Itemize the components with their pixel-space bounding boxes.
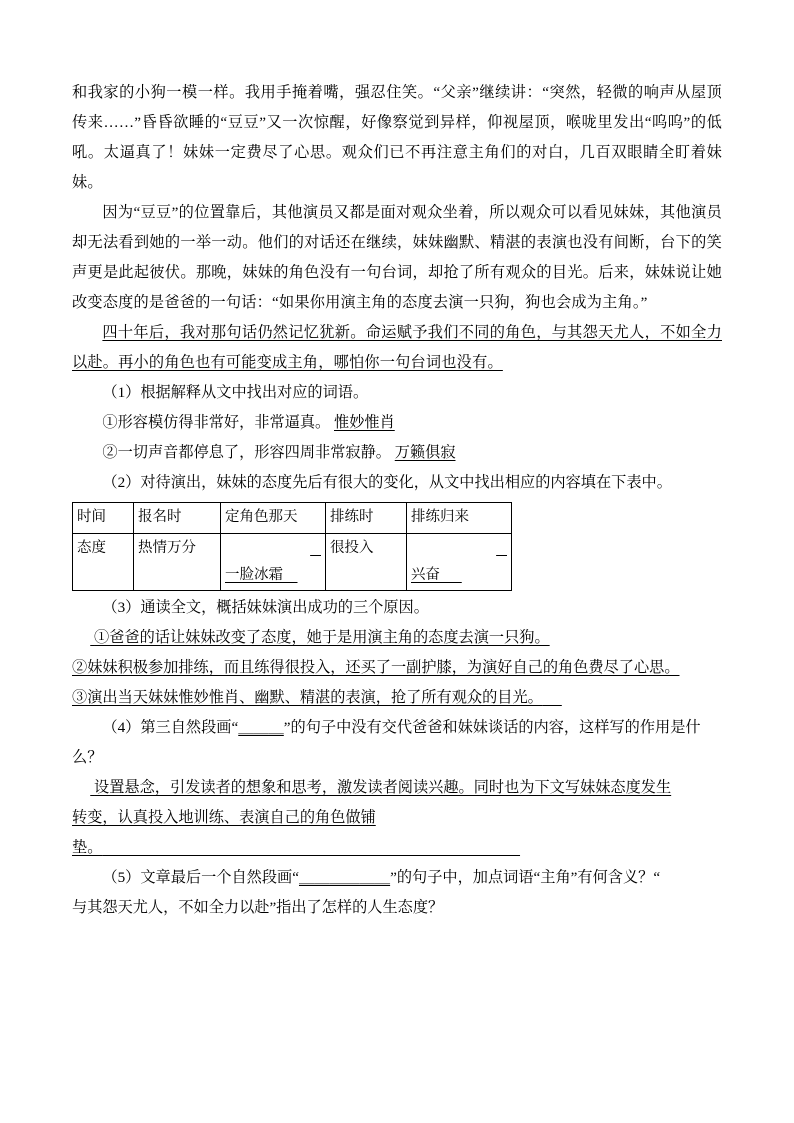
q1-item1-prefix: ①形容模仿得非常好，非常逼真。 (102, 414, 331, 431)
question-1-stem: （1）根据解释从文中找出对应的词语。 (102, 384, 369, 401)
table-cell-attitude-rehearsal: 很投入 (326, 534, 407, 591)
q1-item1-answer: 惟妙惟肖 (334, 414, 395, 431)
table-cell-header-signup: 报名时 (134, 503, 221, 534)
question-3-stem: （3）通读全文，概括妹妹演出成功的三个原因。 (102, 599, 429, 616)
question-3-answer-1 (72, 623, 722, 653)
q5-line1-part2: ”的句子中，加点词语“主角”有何含义？“ (390, 869, 661, 886)
q1-item2-prefix: ②一切声音都停息了，形容四周非常寂静。 (102, 444, 391, 461)
table-cell-attitude-afterrehearsal (407, 534, 512, 591)
attitude-table (72, 502, 512, 591)
table-row (73, 503, 512, 534)
q4-stem-blank: ＿＿＿ (238, 719, 284, 736)
table-cell-header-label: 时间 (73, 503, 134, 534)
q1-item2-answer: 万籁俱寂 (394, 444, 456, 461)
q3-answer-1-text: ①爸爸的话让妹妹改变了态度，她于是用演主角的态度去演一只狗。 (94, 629, 550, 646)
q4-answer-2-text: 转变，认真投入地训练、表演自己的角色做铺垫。 (72, 809, 376, 856)
paragraph-1: 和我家的小狗一模一样。我用手掩着嘴，强忍住笑。“父亲”继续讲：“突然，轻微的响声从屋顶传来……”昏昏欲睡的“豆豆”又一次惊醒，好像察觉到异样，仰视屋顶，喉咙里发出“呜呜”的低吼。太逼真了！妹妹一定费尽了心思。观众们已不再注意主角们的对白，几百双眼睛全盯着妹妹。 (72, 84, 722, 191)
q3-answer-3-text: ③演出当天妹妹惟妙惟肖、幽默、精湛的表演，抢了所有观众的目光。 (72, 689, 543, 706)
table-row (73, 534, 512, 591)
table-cell-after-answer: 兴奋 (411, 567, 440, 583)
question-4-stem (72, 713, 722, 773)
question-3-answer-3 (72, 683, 722, 713)
table-cell-castday-answer: 一脸冰霜 (225, 567, 283, 583)
question-1-item-1 (72, 408, 722, 438)
question-5-line-2: 与其怨天尤人，不如全力以赴”指出了怎样的人生态度？ (72, 899, 444, 916)
question-1-item-2 (72, 438, 722, 468)
question-4-answer-line-2 (72, 803, 722, 863)
q4-answer-1-text: 设置悬念，引发读者的想象和思考，激发读者阅读兴趣。同时也为下文写妹妹态度发生 (94, 779, 672, 796)
table-cell-attitude-signup: 热情万分 (134, 534, 221, 591)
q5-line1-part1: （5）文章最后一个自然段画“ (102, 869, 299, 886)
q3-answer-2-text: ②妹妹积极参加排练，而且练得很投入，还买了一副护膝，为演好自己的角色费尽了心思。 (72, 659, 680, 676)
table-cell-header-afterrehearsal: 排练归来 (407, 503, 512, 534)
table-cell-attitude-castday (221, 534, 326, 591)
question-4-answer-line-1 (72, 773, 722, 803)
table-cell-attitude-label: 态度 (73, 534, 134, 591)
table-cell-header-rehearsal: 排练时 (326, 503, 407, 534)
table-cell-header-castday: 定角色那天 (221, 503, 326, 534)
q4-stem-part1: （4）第三自然段画“ (102, 719, 239, 736)
paragraph-3: 四十年后，我对那句话仍然记忆犹新。命运赋予我们不同的角色，与其怨天尤人，不如全力以赴。再小的角色也有可能变成主角，哪怕你一句台词也没有。 (72, 324, 722, 371)
question-2-stem: （2）对待演出，妹妹的态度先后有很大的变化，从文中找出相应的内容填在下表中。 (102, 474, 672, 491)
question-5-line-1 (72, 863, 722, 893)
q4-stem-part2: ”的句子中没有交代爸爸和妹妹谈话的内容，这样写的作用是什么？ (72, 719, 701, 766)
q5-line1-blank: ＿＿＿＿＿＿ (298, 869, 391, 886)
question-3-answer-2 (72, 653, 722, 683)
paragraph-2: 因为“豆豆”的位置靠后，其他演员又都是面对观众坐着，所以观众可以看见妹妹，其他演员却无法看到她的一举一动。他们的对话还在继续，妹妹幽默、精湛的表演也没有间断，台下的笑声更是此起彼伏。那晚，妹妹的角色没有一句台词，却抢了所有观众的目光。后来，妹妹说让她改变态度的是爸爸的一句话：“如果你用演主角的态度去演一只狗，狗也会成为主角。” (72, 204, 722, 311)
